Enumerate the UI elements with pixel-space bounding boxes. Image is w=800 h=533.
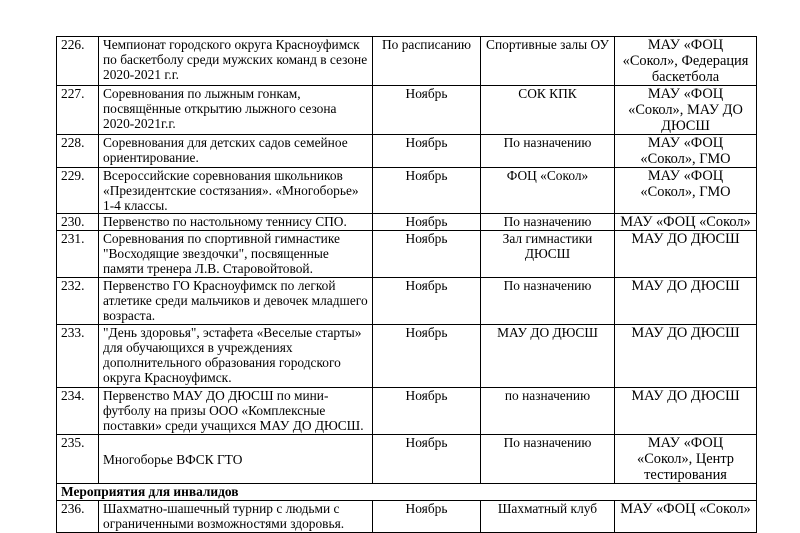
row-number: 231. [57,231,99,278]
event-date: Ноябрь [373,214,481,231]
event-organizer: МАУ «ФОЦ «Сокол» [615,214,757,231]
event-date: По расписанию [373,37,481,86]
event-date: Ноябрь [373,278,481,325]
event-organizer: МАУ ДО ДЮСШ [615,388,757,435]
event-name: Шахматно-шашечный турнир с людьми с ограниченными возможностями здоровья. [99,501,373,533]
event-organizer: МАУ «ФОЦ «Сокол», ГМО [615,135,757,168]
event-place: Спортивные залы ОУ [481,37,615,86]
event-name: Первенство по настольному теннису СПО. [99,214,373,231]
event-place: МАУ ДО ДЮСШ [481,325,615,388]
table-row [57,231,757,278]
table-row [57,278,757,325]
event-name: Соревнования по спортивной гимнастике "Восходящие звездочки", посвященные памяти тренера Л.В. Старовойтовой. [99,231,373,278]
row-number: 230. [57,214,99,231]
event-organizer: МАУ «ФОЦ «Сокол», Федерация баскетбола [615,37,757,86]
event-place: Зал гимнастики ДЮСШ [481,231,615,278]
event-organizer: МАУ ДО ДЮСШ [615,278,757,325]
event-place: СОК КПК [481,86,615,135]
event-date: Ноябрь [373,231,481,278]
table-row [57,501,757,533]
event-date: Ноябрь [373,135,481,168]
event-organizer: МАУ ДО ДЮСШ [615,325,757,388]
event-place: По назначению [481,135,615,168]
table-row [57,37,757,86]
event-organizer: МАУ «ФОЦ «Сокол» [615,501,757,533]
row-number: 234. [57,388,99,435]
events-table-body [57,37,757,533]
event-date: Ноябрь [373,388,481,435]
event-date: Ноябрь [373,325,481,388]
event-organizer: МАУ «ФОЦ «Сокол», МАУ ДО ДЮСШ [615,86,757,135]
table-row [57,325,757,388]
event-place: По назначению [481,278,615,325]
event-organizer: МАУ «ФОЦ «Сокол», ГМО [615,168,757,214]
table-row [57,388,757,435]
event-place: По назначению [481,435,615,484]
table-row [57,135,757,168]
event-name: Первенство МАУ ДО ДЮСШ по мини-футболу на призы ООО «Комплексные поставки» среди учащихся МАУ ДО ДЮСШ. [99,388,373,435]
event-name: Соревнования по лыжным гонкам, посвящённые открытию лыжного сезона 2020-2021г.г. [99,86,373,135]
event-name: "День здоровья", эстафета «Веселые старты» для обучающихся в учреждениях дополнительного образования городского округа Красноуфимск. [99,325,373,388]
row-number: 228. [57,135,99,168]
event-place: Шахматный клуб [481,501,615,533]
row-number: 232. [57,278,99,325]
row-number: 236. [57,501,99,533]
event-date: Ноябрь [373,86,481,135]
row-number: 235. [57,435,99,484]
section-title: Мероприятия для инвалидов [57,484,757,501]
event-date: Ноябрь [373,501,481,533]
event-organizer: МАУ ДО ДЮСШ [615,231,757,278]
table-row [57,168,757,214]
event-name: Первенство ГО Красноуфимск по легкой атлетике среди мальчиков и девочек младшего возраста. [99,278,373,325]
event-place: ФОЦ «Сокол» [481,168,615,214]
table-row [57,435,757,484]
row-number: 226. [57,37,99,86]
event-date: Ноябрь [373,435,481,484]
event-place: по назначению [481,388,615,435]
row-number: 233. [57,325,99,388]
table-row [57,86,757,135]
row-number: 227. [57,86,99,135]
event-name: Всероссийские соревнования школьников «Президентские состязания». «Многоборье» 1-4 классы. [99,168,373,214]
section-header [57,484,757,501]
event-date: Ноябрь [373,168,481,214]
event-place: По назначению [481,214,615,231]
event-name: Многоборье ВФСК ГТО [99,435,373,484]
table-row [57,214,757,231]
row-number: 229. [57,168,99,214]
event-name: Соревнования для детских садов семейное ориентирование. [99,135,373,168]
event-organizer: МАУ «ФОЦ «Сокол», Центр тестирования [615,435,757,484]
event-name: Чемпионат городского округа Красноуфимск по баскетболу среди мужских команд в сезоне 2020-2021 г.г. [99,37,373,86]
events-table [56,36,757,533]
